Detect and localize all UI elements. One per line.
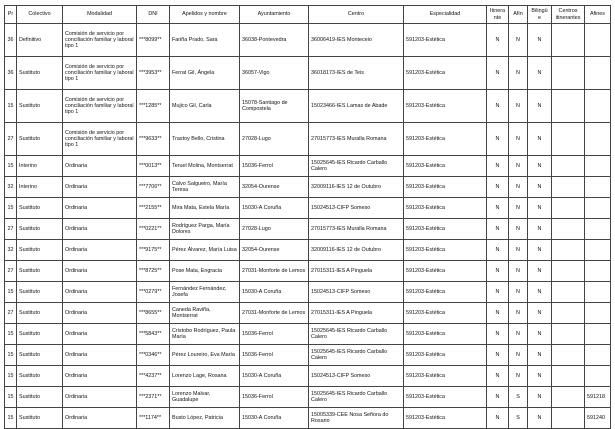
table-body bbox=[5, 24, 611, 429]
table-cell: Ordinaria bbox=[63, 177, 137, 198]
table-cell: 591218 bbox=[585, 387, 611, 408]
table-cell: N bbox=[487, 261, 509, 282]
table-cell: 32054-Ourense bbox=[240, 240, 309, 261]
table-header bbox=[5, 6, 611, 24]
table-cell: N bbox=[528, 240, 552, 261]
table-cell: ***8725** bbox=[137, 261, 170, 282]
table-row bbox=[5, 57, 611, 90]
table-cell: Ordinaria bbox=[63, 408, 137, 429]
table-cell: 15036-Ferrol bbox=[240, 387, 309, 408]
table-cell: N bbox=[528, 324, 552, 345]
table-cell bbox=[585, 123, 611, 156]
table-cell: 15024513-CIFP Someso bbox=[309, 366, 404, 387]
table-cell: N bbox=[509, 303, 528, 324]
table-cell: 591203-Estética bbox=[404, 366, 487, 387]
table-cell: Mira Mata, Estela María bbox=[170, 198, 240, 219]
table-row bbox=[5, 387, 611, 408]
table-cell: 591203-Estética bbox=[404, 240, 487, 261]
table-cell: 36038-Pontevedra bbox=[240, 24, 309, 57]
table-cell: 32009116-IES 12 de Outubro bbox=[309, 240, 404, 261]
table-cell: 591203-Estética bbox=[404, 177, 487, 198]
table-cell: Ordinaria bbox=[63, 156, 137, 177]
table-cell bbox=[585, 303, 611, 324]
table-cell: 591203-Estética bbox=[404, 324, 487, 345]
table-cell: Sustituto bbox=[17, 324, 63, 345]
table-cell: N bbox=[509, 261, 528, 282]
table-cell: ***9175** bbox=[137, 240, 170, 261]
table-cell bbox=[585, 156, 611, 177]
table-cell: Teruel Molina, Montserrat bbox=[170, 156, 240, 177]
table-cell: 36057-Vigo bbox=[240, 57, 309, 90]
table-cell bbox=[552, 282, 585, 303]
table-cell bbox=[585, 198, 611, 219]
table-cell bbox=[552, 177, 585, 198]
table-cell: Sustituto bbox=[17, 303, 63, 324]
table-cell bbox=[552, 303, 585, 324]
table-cell: ***2155** bbox=[137, 198, 170, 219]
table-cell: 15024513-CIFP Someso bbox=[309, 282, 404, 303]
column-header: Pr bbox=[5, 6, 17, 24]
table-row bbox=[5, 123, 611, 156]
table-cell: N bbox=[487, 198, 509, 219]
table-cell bbox=[552, 345, 585, 366]
table-cell: N bbox=[528, 90, 552, 123]
table-cell: Sustituto bbox=[17, 90, 63, 123]
table-cell: 36 bbox=[5, 57, 17, 90]
table-row bbox=[5, 408, 611, 429]
table-cell: N bbox=[528, 282, 552, 303]
table-cell: Interino bbox=[17, 156, 63, 177]
table-cell bbox=[585, 177, 611, 198]
table-cell: Sustituto bbox=[17, 57, 63, 90]
table-cell: Ordinaria bbox=[63, 240, 137, 261]
table-cell: 15036-Ferrol bbox=[240, 324, 309, 345]
table-cell: 36006419-IES Monteceio bbox=[309, 24, 404, 57]
table-cell: N bbox=[487, 366, 509, 387]
table-cell bbox=[552, 240, 585, 261]
table-row bbox=[5, 282, 611, 303]
table-cell bbox=[585, 24, 611, 57]
table-cell: Busto López, Patricia bbox=[170, 408, 240, 429]
table-cell: 15 bbox=[5, 387, 17, 408]
table-cell: Ferrat Gil, Ángela bbox=[170, 57, 240, 90]
table-cell: 591203-Estética bbox=[404, 24, 487, 57]
table-cell: ***2371** bbox=[137, 387, 170, 408]
table-row bbox=[5, 303, 611, 324]
table-cell: Trastoy Bello, Cristina bbox=[170, 123, 240, 156]
table-cell: Ordinaria bbox=[63, 324, 137, 345]
table-cell: 15025645-IES Ricardo Carballo Calero bbox=[309, 345, 404, 366]
table-cell: Fernández Fernández, Josefa bbox=[170, 282, 240, 303]
table-cell: 591203-Estética bbox=[404, 282, 487, 303]
table-cell: ***0221** bbox=[137, 219, 170, 240]
table-cell: 15025645-IES Ricardo Carballo Calero bbox=[309, 156, 404, 177]
table-cell: 591203-Estética bbox=[404, 387, 487, 408]
column-header: Bilingüe bbox=[528, 6, 552, 24]
table-row bbox=[5, 345, 611, 366]
table-cell: N bbox=[509, 198, 528, 219]
table-cell: 591203-Estética bbox=[404, 90, 487, 123]
table-cell: ***1285** bbox=[137, 90, 170, 123]
table-cell: N bbox=[528, 123, 552, 156]
table-cell: N bbox=[509, 24, 528, 57]
table-cell: 15 bbox=[5, 90, 17, 123]
table-cell: Pérez Loureiro, Eva María bbox=[170, 345, 240, 366]
table-cell: 15 bbox=[5, 366, 17, 387]
table-cell: N bbox=[528, 156, 552, 177]
table-cell: Sustituto bbox=[17, 282, 63, 303]
table-cell: N bbox=[509, 345, 528, 366]
table-cell: 15 bbox=[5, 156, 17, 177]
table-cell: N bbox=[528, 198, 552, 219]
table-cell: Ordinaria bbox=[63, 303, 137, 324]
table-row bbox=[5, 24, 611, 57]
table-cell: ***5843** bbox=[137, 324, 170, 345]
table-cell: N bbox=[528, 387, 552, 408]
table-row bbox=[5, 90, 611, 123]
table-cell: Ordinaria bbox=[63, 198, 137, 219]
table-cell bbox=[552, 408, 585, 429]
table-cell bbox=[552, 57, 585, 90]
table-cell: Pérez Álvarez, María Luisa bbox=[170, 240, 240, 261]
table-cell: 15030-A Coruña bbox=[240, 198, 309, 219]
table-cell: 15 bbox=[5, 345, 17, 366]
table-cell: Fariña Prado, Sara bbox=[170, 24, 240, 57]
table-cell: 27 bbox=[5, 261, 17, 282]
table-cell: Interino bbox=[17, 177, 63, 198]
table-cell: 27028-Lugo bbox=[240, 219, 309, 240]
table-cell: Caneda Raviña, Montserrat bbox=[170, 303, 240, 324]
table-cell: 15036-Ferrol bbox=[240, 345, 309, 366]
table-cell: S bbox=[509, 387, 528, 408]
column-header: Colectivo bbox=[17, 6, 63, 24]
table-cell: 15030-A Coruña bbox=[240, 282, 309, 303]
table-cell: Ordinaria bbox=[63, 261, 137, 282]
table-row bbox=[5, 240, 611, 261]
table-cell: 15036-Ferrol bbox=[240, 156, 309, 177]
table-cell: N bbox=[509, 156, 528, 177]
table-cell: N bbox=[487, 240, 509, 261]
table-cell bbox=[552, 219, 585, 240]
table-cell: N bbox=[528, 261, 552, 282]
table-cell: N bbox=[509, 177, 528, 198]
table-cell: ***0346** bbox=[137, 345, 170, 366]
table-cell: N bbox=[487, 345, 509, 366]
table-cell: 15 bbox=[5, 408, 17, 429]
table-cell: N bbox=[528, 24, 552, 57]
table-cell: ***7706** bbox=[137, 177, 170, 198]
table-cell: 32 bbox=[5, 240, 17, 261]
table-cell: Ordinaria bbox=[63, 387, 137, 408]
table-cell: N bbox=[528, 57, 552, 90]
table-cell: ***8099** bbox=[137, 24, 170, 57]
table-cell: Definitivo bbox=[17, 24, 63, 57]
column-header: Ayuntamiento bbox=[240, 6, 309, 24]
table-cell: 15078-Santiago de Compostela bbox=[240, 90, 309, 123]
table-cell: N bbox=[509, 324, 528, 345]
table-cell: 591203-Estética bbox=[404, 303, 487, 324]
table-cell: Mujico Gil, Carla bbox=[170, 90, 240, 123]
table-cell: 15005339-CEE Nosa Señora do Rosario bbox=[309, 408, 404, 429]
table-cell: 15030-A Coruña bbox=[240, 408, 309, 429]
table-cell: N bbox=[509, 366, 528, 387]
table-cell: Ordinaria bbox=[63, 282, 137, 303]
table-cell: Comisión de servicio por conciliación familiar y laboral tipo 1 bbox=[63, 57, 137, 90]
table-cell: 32 bbox=[5, 177, 17, 198]
table-cell bbox=[552, 366, 585, 387]
column-header: Modalidad bbox=[63, 6, 137, 24]
table-cell bbox=[585, 345, 611, 366]
table-cell: 27 bbox=[5, 303, 17, 324]
table-cell: N bbox=[487, 24, 509, 57]
table-cell: Ordinaria bbox=[63, 366, 137, 387]
table-cell: N bbox=[509, 90, 528, 123]
table-cell: Sustituto bbox=[17, 387, 63, 408]
table-cell: N bbox=[528, 408, 552, 429]
table-cell bbox=[585, 219, 611, 240]
table-cell: 591240 bbox=[585, 408, 611, 429]
table-cell: N bbox=[487, 90, 509, 123]
table-row bbox=[5, 219, 611, 240]
table-cell: N bbox=[528, 345, 552, 366]
column-header: Centros itinerantes bbox=[552, 6, 585, 24]
table-cell: N bbox=[487, 219, 509, 240]
table-cell: N bbox=[509, 123, 528, 156]
table-cell bbox=[585, 261, 611, 282]
table-cell: 591203-Estética bbox=[404, 408, 487, 429]
table-cell: ***4237** bbox=[137, 366, 170, 387]
table-cell bbox=[552, 387, 585, 408]
table-cell: 27 bbox=[5, 219, 17, 240]
table-cell: Ordinaria bbox=[63, 345, 137, 366]
table-cell: ***9633** bbox=[137, 123, 170, 156]
table-cell: 32009116-IES 12 de Outubro bbox=[309, 177, 404, 198]
table-cell: Lorenzo Lage, Rosana bbox=[170, 366, 240, 387]
column-header: Afín bbox=[509, 6, 528, 24]
table-cell: N bbox=[509, 219, 528, 240]
table-cell: ***3953** bbox=[137, 57, 170, 90]
table-cell bbox=[552, 90, 585, 123]
table-cell: 27 bbox=[5, 123, 17, 156]
table-cell: 27015311-IES A Pinguela bbox=[309, 261, 404, 282]
table-cell: S bbox=[509, 408, 528, 429]
column-header: Afines bbox=[585, 6, 611, 24]
table-cell: 32054-Ourense bbox=[240, 177, 309, 198]
table-cell: N bbox=[487, 57, 509, 90]
table-cell: N bbox=[487, 387, 509, 408]
column-header: Apelidos y nombre bbox=[170, 6, 240, 24]
table-cell bbox=[585, 366, 611, 387]
table-cell: 591203-Estética bbox=[404, 123, 487, 156]
table-cell: Sustituto bbox=[17, 219, 63, 240]
table-row bbox=[5, 261, 611, 282]
table-cell: N bbox=[487, 177, 509, 198]
table-cell: 15030-A Coruña bbox=[240, 366, 309, 387]
table-cell: Pose Mata, Engracia bbox=[170, 261, 240, 282]
table-cell bbox=[552, 261, 585, 282]
table-row bbox=[5, 177, 611, 198]
table-cell bbox=[585, 282, 611, 303]
table-cell: 27031-Monforte de Lemos bbox=[240, 261, 309, 282]
table-cell: N bbox=[487, 303, 509, 324]
table-cell: N bbox=[487, 408, 509, 429]
assignments-table bbox=[4, 5, 611, 429]
table-row bbox=[5, 156, 611, 177]
table-cell: 15025645-IES Ricardo Carballo Calero bbox=[309, 387, 404, 408]
table-cell: 27015773-IES Muralla Romana bbox=[309, 123, 404, 156]
table-cell: 591203-Estética bbox=[404, 57, 487, 90]
table-cell bbox=[552, 198, 585, 219]
table-cell: N bbox=[528, 177, 552, 198]
table-cell: Sustituto bbox=[17, 261, 63, 282]
table-cell: Ordinaria bbox=[63, 219, 137, 240]
column-header: Itinerante bbox=[487, 6, 509, 24]
table-cell: 36018173-IES de Teis bbox=[309, 57, 404, 90]
table-row bbox=[5, 324, 611, 345]
table-cell: 15 bbox=[5, 324, 17, 345]
table-cell: 15 bbox=[5, 282, 17, 303]
table-cell: N bbox=[509, 282, 528, 303]
table-cell: N bbox=[528, 366, 552, 387]
column-header: Especialidad bbox=[404, 6, 487, 24]
table-cell: Cristobo Rodríguez, Paula María bbox=[170, 324, 240, 345]
table-cell bbox=[552, 156, 585, 177]
table-cell bbox=[552, 123, 585, 156]
table-cell: 591203-Estética bbox=[404, 345, 487, 366]
table-cell: ***0013** bbox=[137, 156, 170, 177]
table-cell: ***8655** bbox=[137, 303, 170, 324]
table-cell: Calvo Salgueiro, María Teresa bbox=[170, 177, 240, 198]
table-cell bbox=[585, 57, 611, 90]
table-cell: 591203-Estética bbox=[404, 156, 487, 177]
table-cell: Sustituto bbox=[17, 366, 63, 387]
table-cell: N bbox=[528, 303, 552, 324]
table-cell: 15024513-CIFP Someso bbox=[309, 198, 404, 219]
table-cell: ***1174** bbox=[137, 408, 170, 429]
table-cell: 15 bbox=[5, 198, 17, 219]
table-cell: Comisión de servicio por conciliación familiar y laboral tipo 1 bbox=[63, 123, 137, 156]
table-cell: N bbox=[509, 240, 528, 261]
table-cell bbox=[552, 24, 585, 57]
table-cell: Sustituto bbox=[17, 408, 63, 429]
table-cell: ***0279** bbox=[137, 282, 170, 303]
table-cell: 27031-Monforte de Lemos bbox=[240, 303, 309, 324]
table-cell: 591203-Estética bbox=[404, 219, 487, 240]
table-cell: N bbox=[487, 123, 509, 156]
table-cell bbox=[585, 240, 611, 261]
column-header: DNI bbox=[137, 6, 170, 24]
table-cell bbox=[552, 324, 585, 345]
table-cell: 36 bbox=[5, 24, 17, 57]
table-cell: Sustituto bbox=[17, 240, 63, 261]
table-cell: N bbox=[528, 219, 552, 240]
table-cell: N bbox=[487, 156, 509, 177]
table-cell: 27015311-IES A Pinguela bbox=[309, 303, 404, 324]
table-cell: N bbox=[509, 57, 528, 90]
table-cell: Sustituto bbox=[17, 198, 63, 219]
table-cell: 591203-Estética bbox=[404, 198, 487, 219]
header-row bbox=[5, 6, 611, 24]
table-cell: Rodríguez Parga, María Dolores bbox=[170, 219, 240, 240]
table-cell: Comisión de servicio por conciliación familiar y laboral tipo 1 bbox=[63, 24, 137, 57]
table-cell: 27028-Lugo bbox=[240, 123, 309, 156]
table-cell: Comisión de servicio por conciliación familiar y laboral tipo 1 bbox=[63, 90, 137, 123]
table-cell: N bbox=[487, 282, 509, 303]
table-cell bbox=[585, 90, 611, 123]
table-row bbox=[5, 366, 611, 387]
column-header: Centro bbox=[309, 6, 404, 24]
table-cell: 15023466-IES Lamas de Abade bbox=[309, 90, 404, 123]
table-cell: Sustituto bbox=[17, 345, 63, 366]
table-cell: Lorenzo Malvar, Guadalupe bbox=[170, 387, 240, 408]
table-cell bbox=[585, 324, 611, 345]
table-cell: 591203-Estética bbox=[404, 261, 487, 282]
table-cell: 15025645-IES Ricardo Carballo Calero bbox=[309, 324, 404, 345]
table-row bbox=[5, 198, 611, 219]
table-cell: Sustituto bbox=[17, 123, 63, 156]
table-cell: N bbox=[487, 324, 509, 345]
table-cell: 27015773-IES Muralla Romana bbox=[309, 219, 404, 240]
